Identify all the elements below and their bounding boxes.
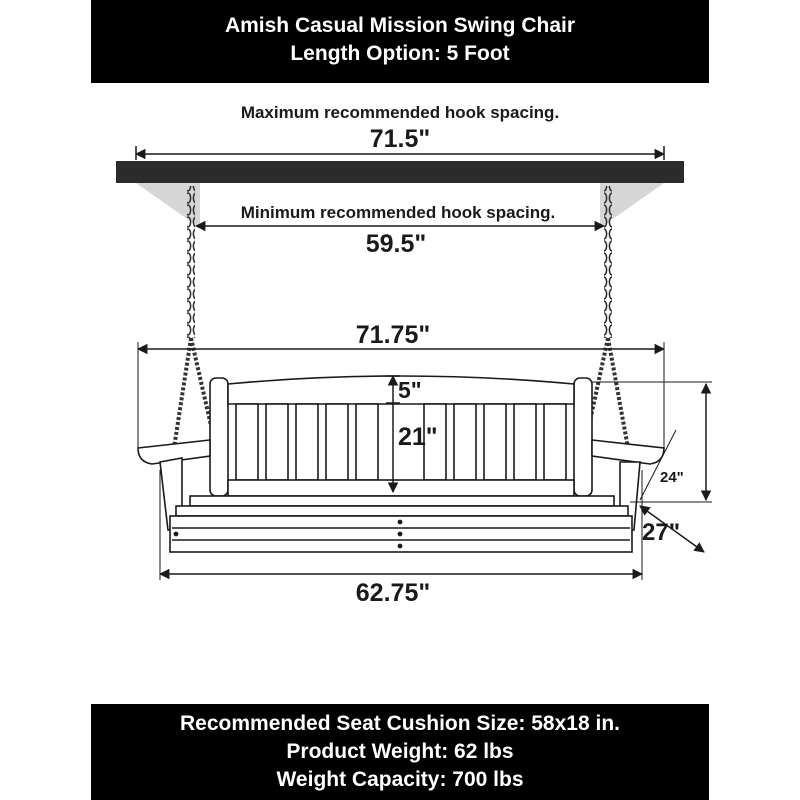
back-top-value: 5" xyxy=(398,377,422,403)
depth-value: 27" xyxy=(642,519,681,546)
chain-right xyxy=(604,186,612,338)
max-hook-value: 71.5" xyxy=(369,125,431,153)
overall-width-value: 71.75" xyxy=(355,321,431,349)
seat-board-1 xyxy=(176,506,628,516)
chain-left xyxy=(187,186,195,338)
arm-height-value: 24" xyxy=(660,469,684,486)
title-banner xyxy=(91,0,709,83)
chain-right-front xyxy=(608,338,628,448)
ceiling-beam xyxy=(116,161,684,183)
length-option: Length Option: 5 Foot xyxy=(290,42,510,65)
chain-left-front xyxy=(174,338,191,448)
weight-capacity: Weight Capacity: 700 lbs xyxy=(276,768,524,791)
cushion-size: Recommended Seat Cushion Size: 58x18 in. xyxy=(180,712,620,735)
back-bottom-rail xyxy=(228,480,574,496)
min-hook-value: 59.5" xyxy=(365,230,427,258)
min-hook-label: Minimum recommended hook spacing. xyxy=(240,203,556,222)
chain-left-back xyxy=(191,338,212,430)
back-post-right xyxy=(574,378,592,496)
max-hook-label: Maximum recommended hook spacing. xyxy=(240,103,560,122)
seat-width-value: 62.75" xyxy=(355,579,431,607)
armrest-right xyxy=(592,440,664,464)
back-post-left xyxy=(210,378,228,496)
arm-height-leader xyxy=(640,430,676,500)
seat-back-board xyxy=(190,496,614,506)
swing-dimension-diagram xyxy=(0,83,800,704)
specs-banner xyxy=(91,704,709,800)
product-title: Amish Casual Mission Swing Chair xyxy=(224,14,576,37)
back-height-value: 21" xyxy=(398,423,438,451)
product-weight: Product Weight: 62 lbs xyxy=(286,740,514,763)
